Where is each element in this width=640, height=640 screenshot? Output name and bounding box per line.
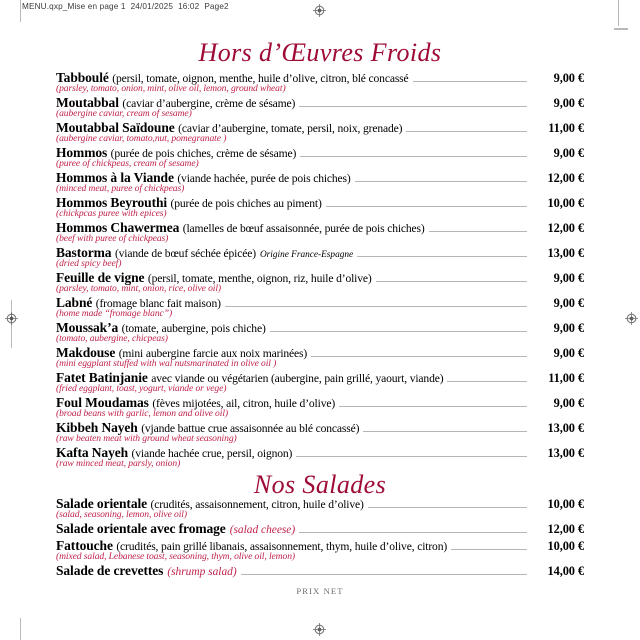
proof-document-name: MENU.qxp_Mise en page 1 bbox=[22, 2, 126, 11]
menu-item-translation: (salad, seasoning, lemon, olive oil) bbox=[56, 509, 187, 520]
menu-item-name: Hommos bbox=[56, 145, 108, 160]
menu-section-nos-salades bbox=[56, 496, 584, 580]
menu-item-inline-translation: (salad cheese) bbox=[229, 524, 296, 536]
price-leader-rule bbox=[376, 281, 527, 282]
menu-item-translation: (beef with puree of chickpeas) bbox=[56, 233, 169, 244]
menu-item-name: Labné bbox=[56, 295, 93, 310]
proof-page-number: Page2 bbox=[204, 2, 229, 11]
menu-section-hors-doeuvres-froids bbox=[56, 70, 584, 470]
price-leader-rule bbox=[300, 156, 527, 157]
menu-item-main-line bbox=[56, 521, 584, 537]
price-leader-rule bbox=[355, 181, 527, 182]
menu-item-price: 13,00 € bbox=[547, 446, 584, 460]
menu-item-price: 9,00 € bbox=[553, 96, 584, 110]
menu-item-price: 12,00 € bbox=[547, 522, 584, 536]
menu-item-description: (persil, tomate, menthe, oignon, riz, huile d’olive) bbox=[147, 272, 372, 285]
menu-item-price: 12,00 € bbox=[547, 171, 584, 185]
price-leader-rule bbox=[447, 381, 527, 382]
menu-item bbox=[56, 345, 584, 369]
menu-item bbox=[56, 563, 584, 579]
menu-item-description: (viande hachée, purée de pois chiches) bbox=[177, 172, 351, 185]
menu-item bbox=[56, 420, 584, 444]
menu-item-price: 9,00 € bbox=[553, 71, 584, 85]
menu-item-translation: (puree of chickpeas, cream of sesame) bbox=[56, 158, 199, 169]
menu-item-description: (lamelles de bœuf assaisonnée, purée de pois chiches) bbox=[182, 222, 425, 235]
menu-item-name: Feuille de vigne bbox=[56, 270, 145, 285]
menu-item-translation: (minced meat, puree of chickpeas) bbox=[56, 183, 185, 194]
price-leader-rule bbox=[368, 507, 527, 508]
menu-item-description: (fromage blanc fait maison) bbox=[95, 297, 221, 310]
menu-item bbox=[56, 395, 584, 419]
menu-item-name: Kibbeh Nayeh bbox=[56, 420, 138, 435]
menu-item-translation: (mixed salad, Lebanese toast, seasoning, thym, olive oil, lemon) bbox=[56, 551, 296, 562]
menu-item-translation: (home made “fromage blanc”) bbox=[56, 308, 173, 319]
menu-item-translation: (parsley, tomato, mint, onion, rice, olive oil) bbox=[56, 283, 222, 294]
menu-item-price: 14,00 € bbox=[547, 564, 584, 578]
menu-item-price: 9,00 € bbox=[553, 296, 584, 310]
section-heading-hors-doeuvres-froids: Hors d’Œuvres Froids bbox=[198, 38, 442, 67]
menu-item-origin-note: Origine France-Espagne bbox=[259, 250, 354, 260]
menu-item-description: (crudités, assaisonnement, citron, huile d’olive) bbox=[150, 498, 364, 511]
price-leader-rule bbox=[270, 331, 527, 332]
price-net-note: PRIX NET bbox=[296, 586, 344, 596]
menu-item bbox=[56, 145, 584, 169]
menu-item-name: Moutabbal Saïdoune bbox=[56, 120, 175, 135]
menu-item-price: 9,00 € bbox=[553, 396, 584, 410]
menu-item bbox=[56, 295, 584, 319]
menu-item-price: 13,00 € bbox=[547, 246, 584, 260]
menu-item bbox=[56, 320, 584, 344]
menu-item-name: Fattouche bbox=[56, 538, 113, 553]
menu-item-description: (vjande battue crue assaisonnée au blé concassé) bbox=[141, 422, 360, 435]
menu-item bbox=[56, 496, 584, 520]
menu-item bbox=[56, 270, 584, 294]
menu-item-name: Moutabbal bbox=[56, 95, 119, 110]
menu-item-description: avec viande ou végétarien (aubergine, pain grillé, yaourt, viande) bbox=[151, 372, 444, 385]
menu-item-translation: (raw beaten meat with ground wheat seasoning) bbox=[56, 433, 237, 444]
menu-item-main-line bbox=[56, 563, 584, 579]
menu-item-price: 10,00 € bbox=[547, 196, 584, 210]
menu-item bbox=[56, 195, 584, 219]
menu-item-description: (purée de pois chiches, crème de sésame) bbox=[110, 147, 297, 160]
menu-item-name: Moussak’a bbox=[56, 320, 119, 335]
price-leader-rule bbox=[225, 306, 527, 307]
price-leader-rule bbox=[429, 231, 527, 232]
menu-item-translation: (parsley, tomato, onion, mint, olive oil, lemon, ground wheat) bbox=[56, 83, 286, 94]
price-leader-rule bbox=[363, 431, 527, 432]
menu-item bbox=[56, 245, 584, 269]
menu-item-translation: (fried eggplant, toast, yogurt, viande or vege) bbox=[56, 383, 227, 394]
price-leader-rule bbox=[413, 81, 527, 82]
price-leader-rule bbox=[311, 356, 527, 357]
menu-item-translation: (aubergine caviar, tomato,nut, pomegranate ) bbox=[56, 133, 227, 144]
menu-item-price: 10,00 € bbox=[547, 539, 584, 553]
menu-item-translation: (aubergine caviar, cream of sesame) bbox=[56, 108, 192, 119]
menu-item-inline-translation: (shrump salad) bbox=[167, 566, 237, 578]
price-leader-rule bbox=[326, 206, 527, 207]
menu-item-description: (caviar d’aubergine, tomate, persil, noix, grenade) bbox=[178, 122, 403, 135]
menu-item bbox=[56, 538, 584, 562]
menu-item-name: Hommos à la Viande bbox=[56, 170, 174, 185]
menu-item-name: Salade orientale avec fromage bbox=[56, 521, 226, 536]
price-leader-rule bbox=[357, 256, 527, 257]
menu-item bbox=[56, 521, 584, 537]
proof-time: 16:02 bbox=[178, 2, 200, 11]
menu-item-price: 10,00 € bbox=[547, 497, 584, 511]
menu-item-price: 11,00 € bbox=[548, 121, 584, 135]
menu-item-description: (viande de bœuf séchée épicée) bbox=[114, 247, 256, 260]
price-leader-rule bbox=[296, 456, 527, 457]
menu-item-description: (purée de pois chiches au piment) bbox=[170, 197, 322, 210]
menu-item bbox=[56, 95, 584, 119]
menu-item bbox=[56, 70, 584, 94]
menu-item-name: Fatet Batinjanie bbox=[56, 370, 148, 385]
menu-item-price: 9,00 € bbox=[553, 321, 584, 335]
price-leader-rule bbox=[241, 574, 527, 575]
menu-item bbox=[56, 220, 584, 244]
menu-item bbox=[56, 370, 584, 394]
menu-item-description: (caviar d’aubergine, crème de sésame) bbox=[122, 97, 296, 110]
menu-item-price: 11,00 € bbox=[548, 371, 584, 385]
menu-item bbox=[56, 170, 584, 194]
menu-item-name: Hommos Beyrouthi bbox=[56, 195, 168, 210]
price-leader-rule bbox=[299, 532, 527, 533]
price-leader-rule bbox=[339, 406, 527, 407]
menu-item-price: 9,00 € bbox=[553, 346, 584, 360]
menu-item-translation: (chickpcas puree with epices) bbox=[56, 208, 167, 219]
menu-item-price: 13,00 € bbox=[547, 421, 584, 435]
menu-item-translation: (tomato, aubergine, chicpeas) bbox=[56, 333, 168, 344]
menu-item-description: (crudités, pain grillé libanais, assaisonnement, thym, huile d’olive, citron) bbox=[116, 540, 448, 553]
menu-item-description: (tomate, aubergine, pois chiche) bbox=[121, 322, 266, 335]
menu-item-price: 12,00 € bbox=[547, 221, 584, 235]
price-leader-rule bbox=[406, 131, 527, 132]
menu-item-price: 9,00 € bbox=[553, 146, 584, 160]
section-heading-nos-salades: Nos Salades bbox=[253, 470, 387, 499]
menu-item-name: Bastorma bbox=[56, 245, 112, 260]
price-leader-rule bbox=[299, 106, 527, 107]
proof-date: 24/01/2025 bbox=[130, 2, 174, 11]
price-leader-rule bbox=[451, 549, 527, 550]
menu-item-name: Salade orientale bbox=[56, 496, 148, 511]
menu-item bbox=[56, 120, 584, 144]
menu-item bbox=[56, 445, 584, 469]
menu-item-price: 9,00 € bbox=[553, 271, 584, 285]
menu-item-name: Tabboulé bbox=[56, 70, 109, 85]
menu-item-description: (mini aubergine farcie aux noix marinées) bbox=[118, 347, 308, 360]
menu-item-translation: (mini eggplant stuffed with wal nutsmarinated in olive oil ) bbox=[56, 358, 277, 369]
menu-item-translation: (broad beans with garlic, lemon and olive oil) bbox=[56, 408, 228, 419]
menu-item-name: Foul Moudamas bbox=[56, 395, 149, 410]
menu-item-name: Salade de crevettes bbox=[56, 563, 164, 578]
menu-item-description: (viande hachée crue, persil, oignon) bbox=[131, 447, 293, 460]
menu-item-description: (fèves mijotées, ail, citron, huile d’olive) bbox=[152, 397, 336, 410]
menu-item-description: (persil, tomate, oignon, menthe, huile d’olive, citron, blé concassé bbox=[112, 72, 409, 85]
menu-item-name: Makdouse bbox=[56, 345, 116, 360]
menu-item-name: Hommos Chawermea bbox=[56, 220, 180, 235]
menu-item-name: Kafta Nayeh bbox=[56, 445, 129, 460]
menu-item-translation: (raw minced meat, parsly, onion) bbox=[56, 458, 181, 469]
menu-item-translation: (dried spicy beef) bbox=[56, 258, 122, 269]
